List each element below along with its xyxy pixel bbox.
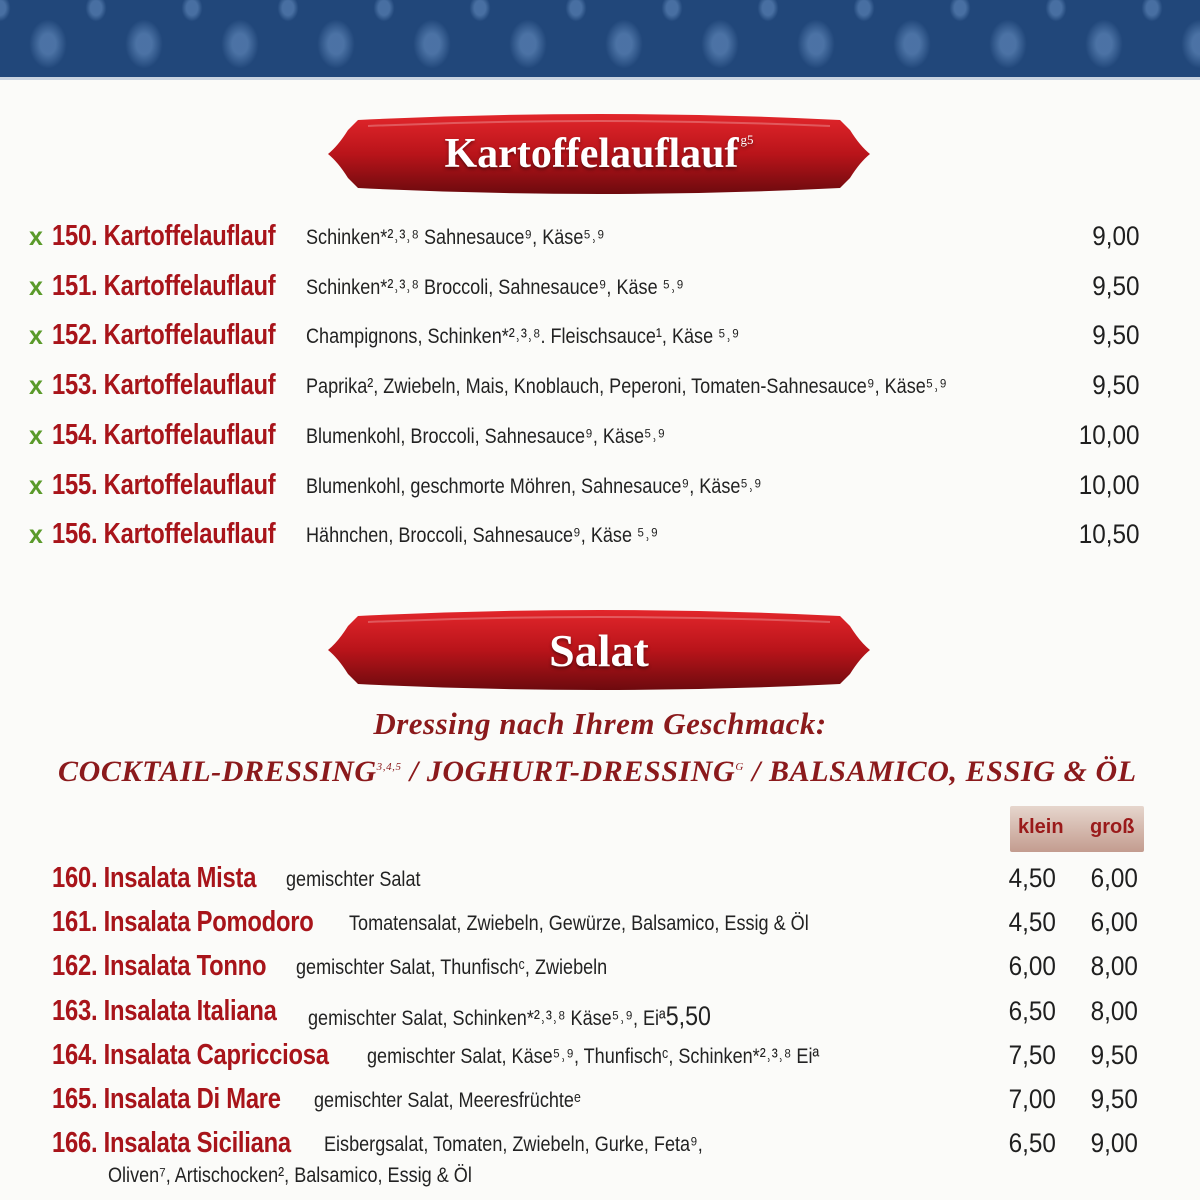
price-small: 7,50 [1008,1039,1056,1070]
dish-description: Hähnchen, Broccoli, Sahnesauce⁹, Käse ⁵˒⁹ [306,524,659,548]
marker-x: x [29,223,43,251]
dish-name: 162. Insalata Tonno [52,950,267,983]
price-small: 7,00 [1008,1084,1056,1114]
menu-item-row [0,465,1200,509]
dish-name: 155. Kartoffelauflauf [52,468,276,501]
dish-price: 10,00 [1079,419,1140,450]
size-large-label: groß [1090,816,1135,838]
dish-name: 160. Insalata Mista [52,862,257,894]
dish-description: Blumenkohl, geschmorte Möhren, Sahnesauce⁹, Käse⁵˒⁹ [306,474,762,498]
menu-item-row [0,365,1200,409]
dressing-options: COCKTAIL-DRESSING$^{3,4,5}$ / JOGHURT-$DRESSING^G$ / BALSAMICO, ESSIG & ÖL [58,755,1137,788]
marker-x: x [29,521,43,550]
salad-item-row [0,1035,1200,1079]
dish-price: 9,50 [1092,270,1140,301]
dish-price: 10,50 [1079,519,1140,550]
dressing-balsamico: BALSAMICO, ESSIG & ÖL [769,755,1137,788]
dish-name: 150. Kartoffelauflauf [52,220,276,252]
dish-name: 163. Insalata Italiana [52,994,277,1027]
dish-description: gemischter Salat, Thunfischᶜ, Zwiebeln [296,956,608,980]
marker-x: x [29,421,43,450]
price-large: 9,00 [1090,1128,1138,1159]
menu-item-row [0,514,1200,558]
dish-description: gemischter Salat, Meeresfrüchteᵉ [314,1089,581,1112]
dish-name: 161. Insalata Pomodoro [52,906,314,939]
dish-name: 165. Insalata Di Mare [52,1083,281,1115]
dish-name: 164. Insalata Capricciosa [52,1038,329,1071]
extra-price: 5,50 [665,1000,711,1031]
marker-x: x [29,471,43,500]
price-small: 4,50 [1008,907,1056,938]
dressing-heading: Dressing nach Ihrem Geschmack: [373,706,827,741]
marker-x: x [29,322,43,351]
dish-name: 154. Kartoffelauflauf [52,418,276,451]
menu-item-row [0,315,1200,359]
price-large: 6,00 [1090,907,1138,938]
price-small: 6,50 [1008,995,1056,1026]
dish-description: Champignons, Schinken*²˒³˒⁸. Fleischsauce¹, Käse ⁵˒⁹ [306,325,740,349]
marker-x: x [29,272,43,301]
price-large: 9,50 [1090,1084,1138,1114]
dish-description: Blumenkohl, Broccoli, Sahnesauce⁹, Käse⁵˒⁹ [306,424,666,448]
salad-item-row [0,991,1200,1035]
dish-description: gemischter Salat, Käse⁵˒⁹, Thunfischᶜ, Schinken*²˒³˒⁸ Eiª [367,1044,820,1068]
menu-item-row [0,415,1200,459]
dish-description: Tomatensalat, Zwiebeln, Gewürze, Balsamico, Essig & Öl [349,912,809,936]
dish-description: Paprika², Zwiebeln, Mais, Knoblauch, Peperoni, Tomaten-Sahnesauce⁹, Käse⁵˒⁹ [306,375,948,399]
dish-description: Schinken*²˒³˒⁸ Sahnesauce⁹, Käse⁵˒⁹ [306,226,605,249]
section-banner-salat [328,608,870,692]
price-small: 6,00 [1008,951,1056,982]
dish-price: 9,00 [1092,221,1140,251]
price-small: 4,50 [1008,863,1056,893]
dressing-joghurt: JOGHURT-DRESSING [426,755,736,788]
section-banner-kartoffelauflauf [328,112,870,196]
dressing-cocktail: COCKTAIL-DRESSING [58,755,377,788]
decorative-damask-band [0,0,1200,80]
price-large: 9,50 [1090,1039,1138,1070]
dish-name: 151. Kartoffelauflauf [52,269,276,302]
marker-x: x [29,372,43,401]
dish-name: 153. Kartoffelauflauf [52,369,276,402]
dish-price: 9,50 [1092,320,1140,351]
size-small-label: klein [1018,816,1064,838]
dish-description: Schinken*²˒³˒⁸ Broccoli, Sahnesauce⁹, Käse ⁵˒⁹ [306,275,684,299]
dish-price: 10,00 [1079,469,1140,500]
salad-item-row [0,902,1200,946]
salad-item-row [0,858,1200,902]
salad-item-row [0,1123,1200,1167]
menu-item-row [0,266,1200,310]
price-small: 6,50 [1008,1128,1056,1159]
price-large: 8,00 [1090,951,1138,982]
dish-price: 9,50 [1092,370,1140,401]
dish-description-continued: Oliven⁷, Artischocken², Balsamico, Essig & Öl [108,1164,472,1187]
menu-item-row [0,216,1200,260]
dish-description: Eisbergsalat, Tomaten, Zwiebeln, Gurke, Feta⁹, [324,1133,703,1157]
section-title: Salat [549,624,649,676]
section-title: Kartoffelauflauf $^{g5}$ [444,131,754,177]
size-column-header [1010,806,1144,852]
price-large: 8,00 [1090,995,1138,1026]
dish-name: 166. Insalata Siciliana [52,1127,291,1160]
salad-item-row [0,946,1200,990]
dish-description: gemischter Salat [286,868,421,891]
price-large: 6,00 [1090,863,1138,893]
dish-name: 156. Kartoffelauflauf [52,518,276,551]
salad-item-row [0,1079,1200,1123]
dish-description: gemischter Salat, Schinken*²˒³˒⁸ Käse⁵˒⁹, Eiª5,50 [308,1000,711,1031]
dish-name: 152. Kartoffelauflauf [52,319,276,352]
